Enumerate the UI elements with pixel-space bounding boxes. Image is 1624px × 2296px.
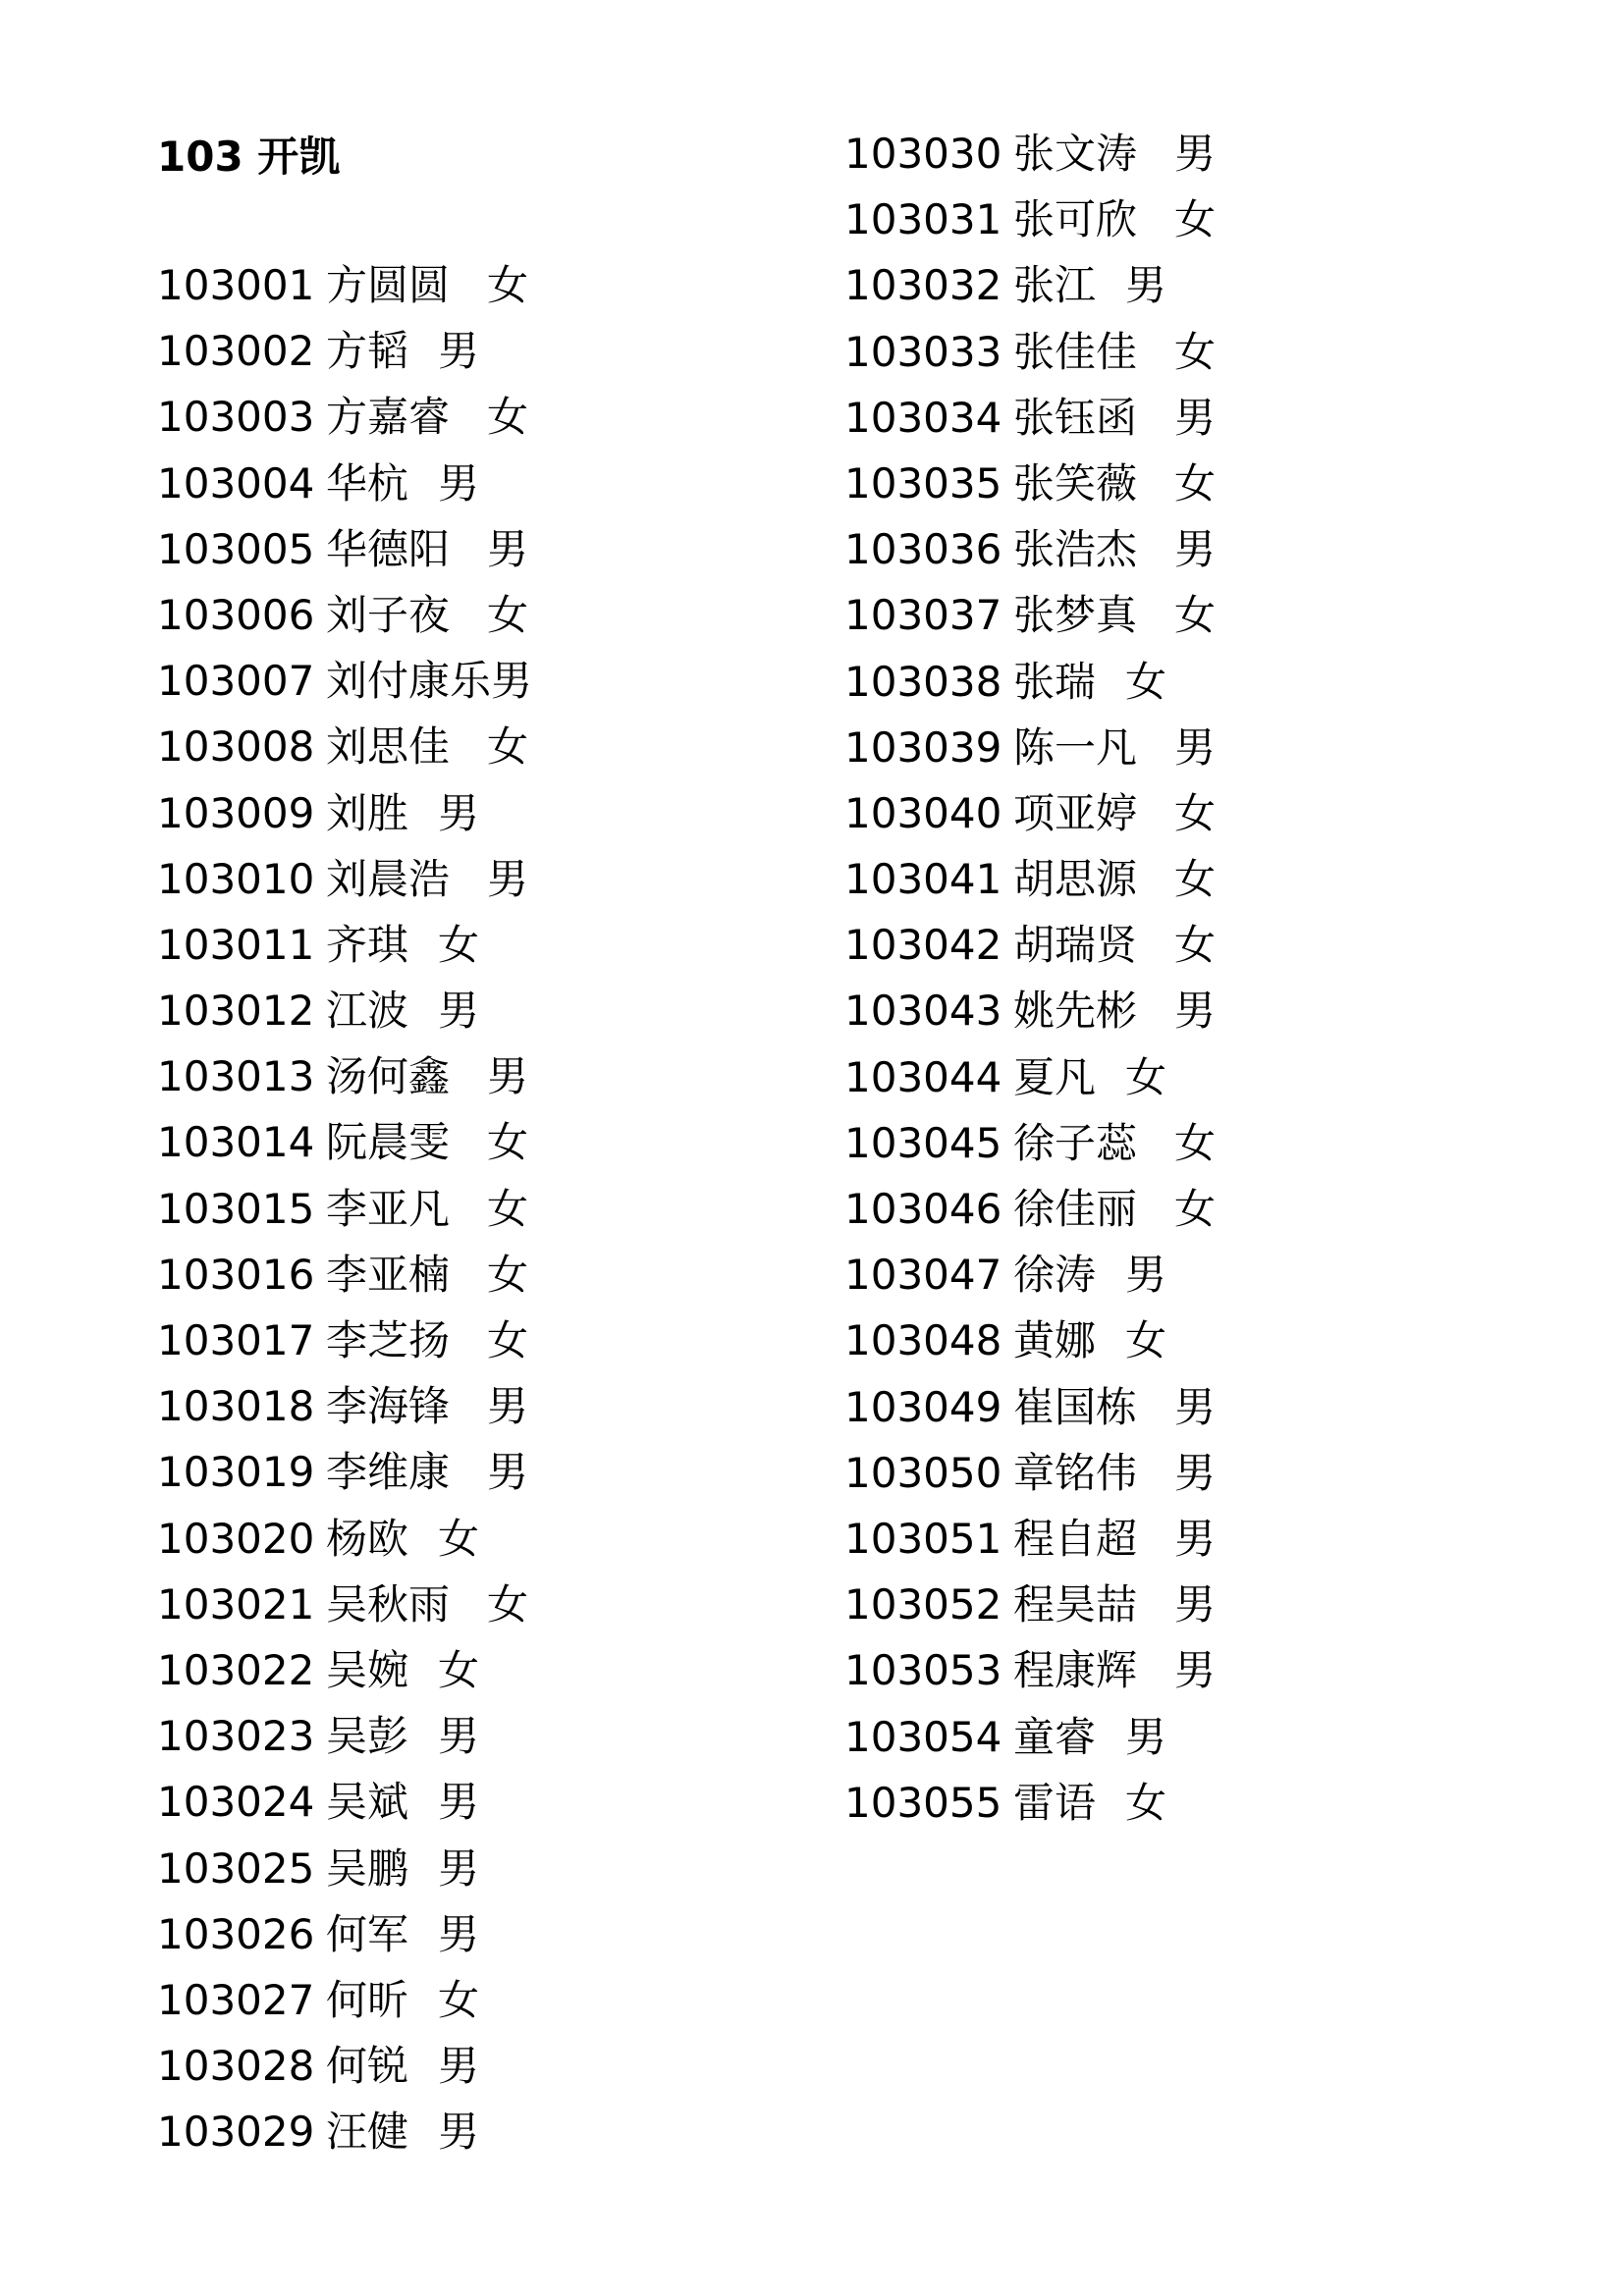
student-id: 103037 [844,591,1002,640]
student-gender: 男 [438,788,480,837]
student-row [844,1308,1216,1373]
student-gender: 女 [1174,458,1217,507]
student-name: 吴彭 [326,1712,409,1761]
student-name: 刘子夜 [326,590,451,639]
student-row [844,1572,1216,1637]
student-id: 103022 [157,1645,315,1694]
student-name: 齐琪 [326,920,409,969]
student-gender: 男 [438,1712,480,1761]
student-id: 103026 [157,1909,315,1958]
roster-column-left [157,252,532,2164]
student-name: 崔国栋 [1013,1382,1138,1431]
student-row [157,252,532,318]
student-name: 张佳佳 [1013,327,1138,376]
student-gender: 女 [487,393,529,442]
student-gender: 男 [1125,1251,1167,1300]
student-id: 103031 [844,195,1002,244]
student-row [157,780,532,846]
student-id: 103030 [844,130,1002,178]
student-id: 103045 [844,1118,1002,1167]
student-row [157,1901,532,1967]
student-gender: 男 [438,1909,480,1958]
student-name: 华德阳 [326,524,451,573]
student-row [844,319,1216,385]
student-name: 程昊喆 [1013,1580,1138,1629]
student-name: 吴婉 [326,1645,409,1694]
student-gender: 女 [1174,591,1217,640]
student-row [157,1967,532,2033]
student-name: 张江 [1013,261,1097,310]
student-name: 汪健 [326,2108,409,2157]
student-name: 张钰函 [1013,393,1138,442]
student-gender: 女 [487,261,529,309]
student-id: 103029 [157,2108,315,2157]
student-gender: 女 [487,1316,529,1364]
student-row [157,1506,532,1572]
student-name: 张文涛 [1013,130,1138,178]
student-name: 江波 [326,987,409,1036]
student-gender: 女 [1174,855,1217,904]
student-row [844,1110,1216,1176]
student-gender: 女 [1174,921,1217,970]
student-name: 吴斌 [326,1778,409,1827]
student-id: 103041 [844,855,1002,904]
student-id: 103044 [844,1052,1002,1101]
student-name: 雷语 [1013,1778,1097,1827]
student-row [844,516,1216,582]
student-gender: 女 [1174,788,1217,837]
student-row [844,912,1216,978]
student-gender: 女 [1125,1316,1167,1365]
student-row [157,1109,532,1175]
student-row [157,1769,532,1835]
student-row [157,318,532,384]
student-id: 103017 [157,1316,315,1364]
student-row [844,385,1216,451]
student-row [157,846,532,912]
student-gender: 男 [1174,393,1217,442]
student-gender: 男 [1125,1712,1167,1761]
student-name: 章铭伟 [1013,1448,1138,1497]
student-gender: 男 [438,458,480,507]
student-gender: 男 [1174,1448,1217,1497]
student-row [157,1176,532,1242]
student-gender: 男 [487,1052,529,1101]
student-gender: 男 [1174,525,1217,574]
student-gender: 女 [487,1118,529,1167]
student-name: 童睿 [1013,1712,1097,1761]
student-gender: 女 [1174,195,1217,244]
student-row [157,1439,532,1505]
student-row [844,1637,1216,1703]
student-row [157,1703,532,1769]
student-row [844,649,1216,715]
student-name: 夏凡 [1013,1052,1097,1101]
student-id: 103036 [844,525,1002,574]
student-gender: 女 [438,1975,480,2024]
student-gender: 男 [438,987,480,1036]
student-row [157,648,532,714]
student-id: 103011 [157,920,315,969]
student-id: 103051 [844,1514,1002,1563]
student-id: 103032 [844,261,1002,310]
student-name: 李维康 [326,1448,451,1497]
student-name: 吴秋雨 [326,1579,451,1629]
student-row [157,714,532,779]
student-id: 103053 [844,1646,1002,1695]
student-row [157,384,532,450]
student-id: 103018 [157,1382,315,1431]
student-name: 徐涛 [1013,1251,1097,1300]
student-gender: 女 [487,1579,529,1629]
student-row [157,1308,532,1373]
student-row [157,1373,532,1439]
student-id: 103012 [157,987,315,1036]
student-row [157,516,532,582]
student-gender: 女 [1174,327,1217,376]
student-name: 阮晨雯 [326,1118,451,1167]
student-row [157,2033,532,2099]
student-name: 张可欣 [1013,195,1138,244]
student-id: 103014 [157,1118,315,1167]
student-name: 黄娜 [1013,1316,1097,1365]
student-gender: 男 [487,1382,529,1431]
student-name: 方圆圆 [326,261,451,309]
student-row [844,1770,1216,1836]
student-id: 103025 [157,1843,315,1893]
student-name: 张瑞 [1013,657,1097,706]
student-row [157,978,532,1043]
student-gender: 男 [438,2042,480,2091]
student-name: 李亚楠 [326,1250,451,1299]
student-id: 103021 [157,1579,315,1629]
student-id: 103048 [844,1316,1002,1365]
student-row [157,1242,532,1308]
student-name: 汤何鑫 [326,1052,451,1101]
student-name: 刘付康乐 [326,657,492,706]
student-id: 103043 [844,987,1002,1036]
student-row [844,451,1216,516]
student-name: 程康辉 [1013,1646,1138,1695]
student-row [157,2099,532,2164]
student-id: 103019 [157,1448,315,1497]
student-gender: 女 [487,722,529,772]
student-id: 103047 [844,1251,1002,1300]
student-name: 吴鹏 [326,1843,409,1893]
student-name: 方嘉睿 [326,393,451,442]
student-row [844,1176,1216,1242]
student-name: 何昕 [326,1975,409,2024]
student-row [157,1836,532,1901]
student-gender: 女 [1174,1185,1217,1233]
student-id: 103010 [157,854,315,903]
student-name: 张梦真 [1013,591,1138,640]
student-row [844,1044,1216,1110]
student-row [844,715,1216,780]
student-name: 刘晨浩 [326,854,451,903]
student-id: 103020 [157,1514,315,1563]
student-gender: 男 [1174,722,1217,772]
student-id: 103038 [844,657,1002,706]
student-name: 李亚凡 [326,1184,451,1233]
student-id: 103006 [157,590,315,639]
student-row [844,1374,1216,1440]
student-id: 103028 [157,2042,315,2091]
student-row [844,1440,1216,1506]
student-id: 103050 [844,1448,1002,1497]
student-id: 103039 [844,722,1002,772]
student-row [844,187,1216,252]
student-gender: 男 [487,524,529,573]
student-name: 刘思佳 [326,722,451,772]
student-gender: 女 [438,920,480,969]
student-id: 103040 [844,788,1002,837]
student-id: 103003 [157,393,315,442]
student-row [157,582,532,648]
student-gender: 男 [487,1448,529,1497]
roster-column-right [844,121,1216,1836]
student-row [844,780,1216,846]
student-gender: 男 [491,657,533,706]
student-row [844,846,1216,912]
student-row [157,912,532,978]
student-row [157,1572,532,1637]
student-id: 103013 [157,1052,315,1101]
student-row [844,978,1216,1043]
student-id: 103049 [844,1382,1002,1431]
student-row [157,451,532,516]
student-gender: 男 [1174,1382,1217,1431]
student-name: 徐子蕊 [1013,1118,1138,1167]
student-id: 103035 [844,458,1002,507]
student-name: 姚先彬 [1013,987,1138,1036]
student-name: 华杭 [326,458,409,507]
student-id: 103055 [844,1778,1002,1827]
student-id: 103016 [157,1250,315,1299]
student-id: 103054 [844,1712,1002,1761]
student-gender: 男 [438,1778,480,1827]
student-name: 方韬 [326,327,409,376]
student-name: 程自超 [1013,1514,1138,1563]
student-gender: 男 [438,1843,480,1893]
student-name: 徐佳丽 [1013,1185,1138,1233]
student-id: 103034 [844,393,1002,442]
student-id: 103002 [157,327,315,376]
student-id: 103001 [157,261,315,309]
student-row [157,1043,532,1109]
student-gender: 女 [1125,1052,1167,1101]
student-row [844,121,1216,187]
student-gender: 男 [1174,1646,1217,1695]
student-gender: 女 [1174,1118,1217,1167]
student-id: 103046 [844,1185,1002,1233]
student-row [844,252,1216,318]
student-gender: 男 [438,327,480,376]
student-id: 103009 [157,788,315,837]
student-gender: 女 [487,1250,529,1299]
student-gender: 男 [1174,130,1217,178]
student-name: 李海锋 [326,1382,451,1431]
student-id: 103033 [844,327,1002,376]
class-title: 103 开凯 [157,133,341,181]
student-gender: 男 [1125,261,1167,310]
student-gender: 女 [438,1645,480,1694]
student-row [157,1637,532,1703]
student-name: 张浩杰 [1013,525,1138,574]
student-gender: 男 [1174,1580,1217,1629]
student-gender: 女 [1125,657,1167,706]
student-id: 103004 [157,458,315,507]
student-name: 何军 [326,1909,409,1958]
student-row [844,582,1216,648]
student-name: 项亚婷 [1013,788,1138,837]
student-gender: 男 [1174,1514,1217,1563]
student-name: 胡思源 [1013,855,1138,904]
student-id: 103027 [157,1975,315,2024]
student-row [844,1704,1216,1770]
student-name: 杨欧 [326,1514,409,1563]
student-gender: 女 [487,590,529,639]
student-name: 陈一凡 [1013,722,1138,772]
student-gender: 男 [1174,987,1217,1036]
student-gender: 男 [487,854,529,903]
student-id: 103007 [157,657,315,706]
student-id: 103052 [844,1580,1002,1629]
student-id: 103023 [157,1712,315,1761]
student-name: 何锐 [326,2042,409,2091]
student-id: 103042 [844,921,1002,970]
student-id: 103024 [157,1778,315,1827]
student-id: 103005 [157,524,315,573]
student-id: 103008 [157,722,315,772]
student-name: 刘胜 [326,788,409,837]
student-row [844,1506,1216,1572]
student-name: 李芝扬 [326,1316,451,1364]
student-gender: 女 [1125,1778,1167,1827]
student-name: 胡瑞贤 [1013,921,1138,970]
student-name: 张笑薇 [1013,458,1138,507]
student-gender: 女 [438,1514,480,1563]
student-id: 103015 [157,1184,315,1233]
student-row [844,1242,1216,1308]
student-gender: 女 [487,1184,529,1233]
student-gender: 男 [438,2108,480,2157]
